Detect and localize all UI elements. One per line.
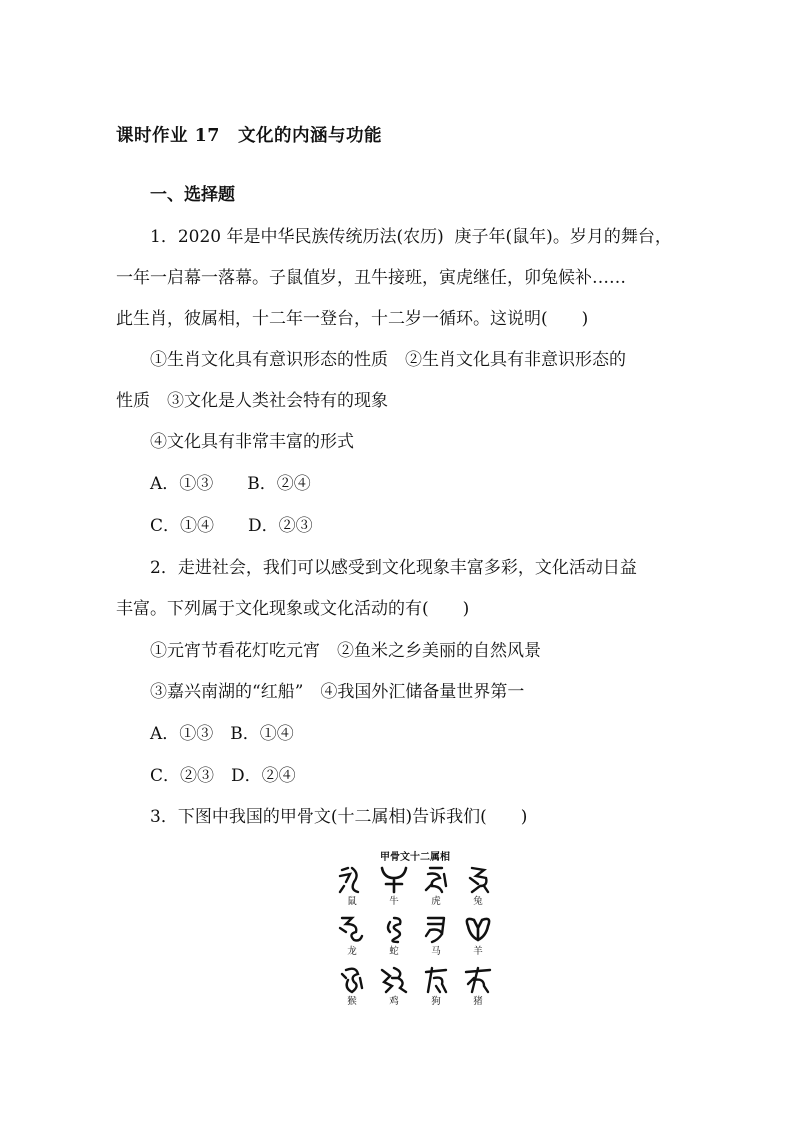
q2-choices-cd: C．②③ D．②④ <box>150 766 296 786</box>
glyph-label-horse: 马 <box>431 946 441 957</box>
q1-stem-line-3: 此生肖，彼属相，十二年一登台，十二岁一循环。这说明( ) <box>116 309 589 329</box>
oracle-glyph-pig <box>458 964 498 1007</box>
oracle-glyph-ox <box>374 864 414 907</box>
oracle-glyph-goat <box>458 914 498 957</box>
q2-stem-line-2: 丰富。下列属于文化现象或文化活动的有( ) <box>116 599 470 619</box>
glyph-label-snake: 蛇 <box>389 946 399 957</box>
glyph-label-goat: 羊 <box>473 946 483 957</box>
oracle-glyph-rat <box>332 864 372 907</box>
glyph-label-rooster: 鸡 <box>389 996 399 1007</box>
oracle-snake-icon <box>374 914 414 944</box>
glyph-label-dog: 狗 <box>431 996 441 1007</box>
q3-stem-line-1: 3．下图中我国的甲骨文(十二属相)告诉我们( ) <box>150 807 528 827</box>
q1-choices-ab: A．①③ B．②④ <box>150 474 311 494</box>
oracle-ox-icon <box>374 864 414 894</box>
q1-stem-line-1: 1．2020 年是中华民族传统历法(农历) 庚子年(鼠年)。岁月的舞台， <box>150 227 672 247</box>
oracle-glyph-horse <box>416 914 456 957</box>
glyph-label-rat: 鼠 <box>347 896 357 907</box>
q1-choices-cd: C．①④ D．②③ <box>150 516 313 536</box>
q2-option-line-2: ③嘉兴南湖的“红船” ④我国外汇储备量世界第一 <box>150 682 525 702</box>
oracle-glyph-tiger <box>416 864 456 907</box>
oracle-tiger-icon <box>416 864 456 894</box>
oracle-dragon-icon <box>332 914 372 944</box>
oracle-glyph-snake <box>374 914 414 957</box>
oracle-monkey-icon <box>332 964 372 994</box>
figure-title: 甲骨文十二属相 <box>380 852 450 863</box>
oracle-glyph-dog <box>416 964 456 1007</box>
section-heading: 一、选择题 <box>150 185 235 205</box>
page-title: 课时作业 17 文化的内涵与功能 <box>116 126 382 146</box>
oracle-rooster-icon <box>374 964 414 994</box>
oracle-rabbit-icon <box>458 864 498 894</box>
oracle-glyph-rabbit <box>458 864 498 907</box>
glyph-label-rabbit: 兔 <box>473 896 483 907</box>
oracle-dog-icon <box>416 964 456 994</box>
q1-stem-line-2: 一年一启幕一落幕。子鼠值岁，丑牛接班，寅虎继任，卯兔候补…… <box>116 268 626 288</box>
oracle-bone-zodiac-figure <box>330 844 500 1020</box>
oracle-glyph-dragon <box>332 914 372 957</box>
glyph-label-ox: 牛 <box>389 896 399 907</box>
oracle-rat-icon <box>332 864 372 894</box>
glyph-label-tiger: 虎 <box>431 896 441 907</box>
q2-choices-ab: A．①③ B．①④ <box>150 724 294 744</box>
q1-option-line-3: ④文化具有非常丰富的形式 <box>150 432 354 452</box>
glyph-label-monkey: 猴 <box>347 996 357 1007</box>
q1-option-line-2: 性质 ③文化是人类社会特有的现象 <box>116 391 388 411</box>
oracle-goat-icon <box>458 914 498 944</box>
glyph-label-dragon: 龙 <box>347 946 357 957</box>
oracle-glyph-monkey <box>332 964 372 1007</box>
glyph-label-pig: 猪 <box>473 996 483 1007</box>
q2-stem-line-1: 2．走进社会，我们可以感受到文化现象丰富多彩，文化活动日益 <box>150 558 637 578</box>
oracle-glyph-rooster <box>374 964 414 1007</box>
oracle-pig-icon <box>458 964 498 994</box>
q1-option-line-1: ①生肖文化具有意识形态的性质 ②生肖文化具有非意识形态的 <box>150 350 626 370</box>
oracle-horse-icon <box>416 914 456 944</box>
q2-option-line-1: ①元宵节看花灯吃元宵 ②鱼米之乡美丽的自然风景 <box>150 641 541 661</box>
